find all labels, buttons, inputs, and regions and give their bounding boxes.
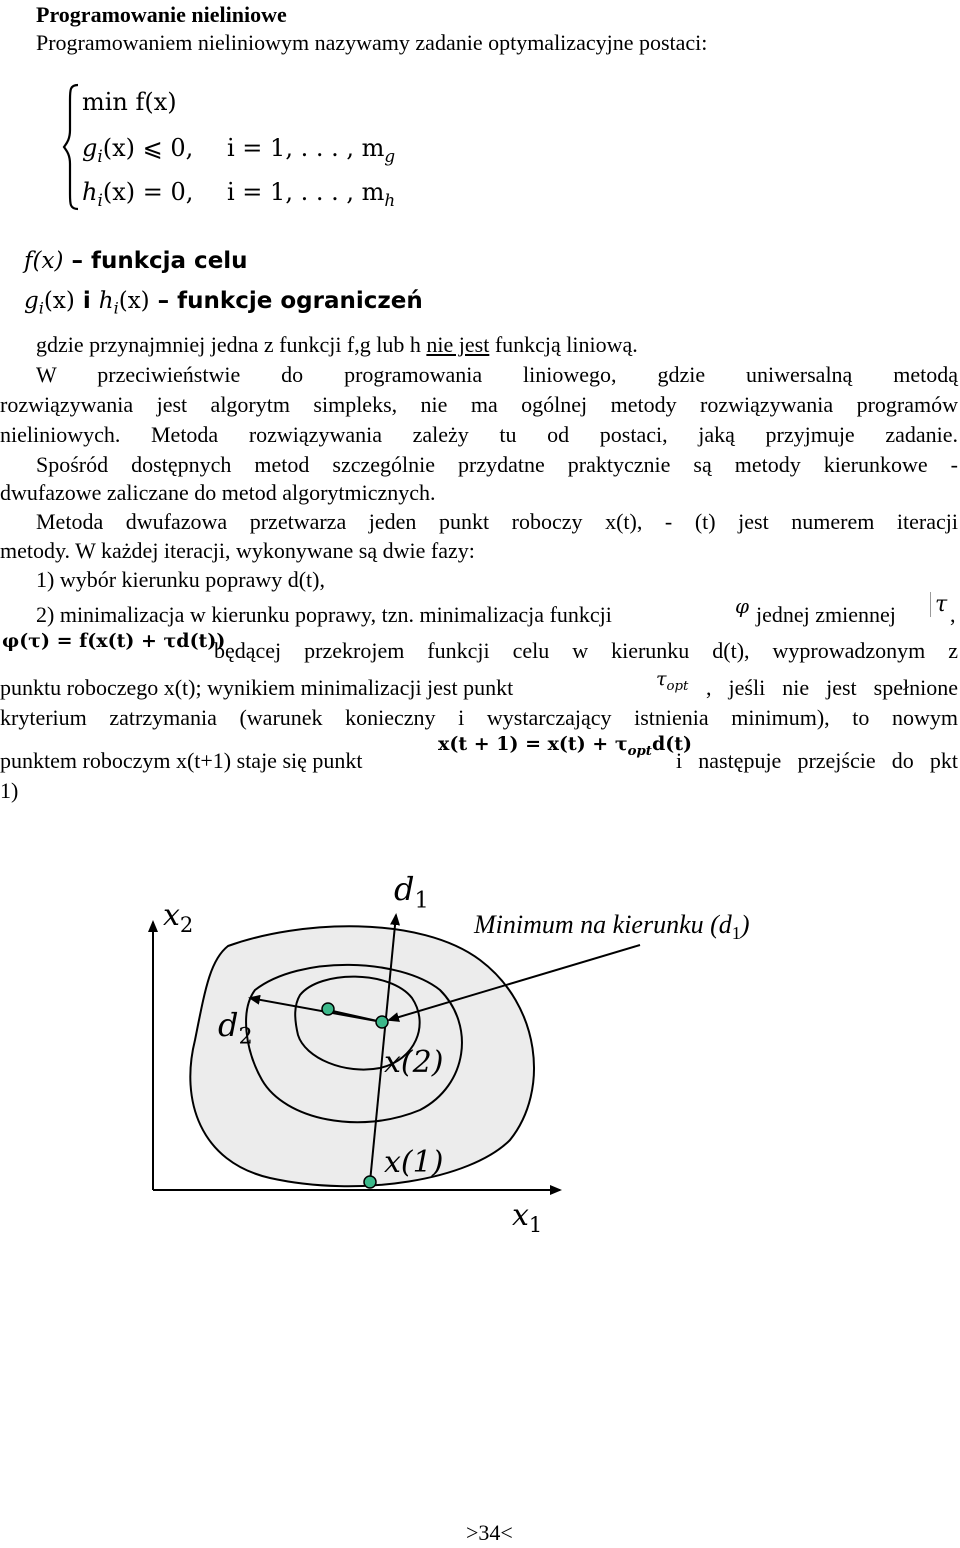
- point-x1: [364, 1176, 376, 1188]
- paragraph-line-14b: i następuje przejście do pkt: [676, 748, 958, 773]
- paragraph-line-14: punktem roboczym x(t+1) staje się punkt: [0, 748, 363, 773]
- equality-range: i = 1, . . . , $m_h$: [227, 178, 396, 210]
- intro-text: Programowaniem nieliniowym nazywamy zadanie optymalizacyjne postaci:: [36, 30, 708, 55]
- d2-label: $d_2$: [218, 1006, 253, 1050]
- paragraph-line-7: Metoda dwufazowa przetwarza jeden punkt roboczy x(t), - (t) jest numerem iteracji: [36, 509, 958, 534]
- paragraph-line-11: będącej przekrojem funkcji celu w kierunku d(t), wyprowadzonym z: [214, 638, 958, 663]
- paragraph-line-15: 1): [0, 778, 19, 803]
- x1-point-label: x(1): [384, 1145, 444, 1180]
- paragraph-line-1: gdzie przynajmniej jedna z funkcji f,g lub h nie jest funkcją liniową.: [36, 332, 638, 357]
- page-heading: Programowanie nieliniowe: [36, 2, 287, 27]
- optimization-system: [62, 82, 402, 212]
- equality-row: $h_i(x) = 0$,: [82, 178, 194, 210]
- tau-opt-symbol: $\tau_{opt}$: [656, 668, 689, 694]
- x1-axis-label: $x_1$: [512, 1198, 543, 1237]
- page-number: >34<: [466, 1520, 513, 1545]
- paragraph-line-8: metody. W każdej iteracji, wykonywane są dwie fazy:: [0, 538, 475, 563]
- phi-symbol: φ: [735, 594, 750, 618]
- paragraph-line-13: kryterium zatrzymania (warunek konieczny i wystarczający istnienia minimum), to nowym: [0, 705, 958, 730]
- paragraph-line-9: 1) wybór kierunku poprawy d(t),: [36, 567, 325, 592]
- update-formula: $x(t + 1) = x(t) + \tau_{opt}d(t)$: [438, 733, 692, 759]
- paragraph-line-4: nieliniowych. Metoda rozwiązywania zależy tu od postaci, jaką przyjmuje zadanie.: [0, 422, 958, 447]
- d1-label: $d_1$: [394, 870, 429, 914]
- inequality-range: i = 1, . . . , $m_g$: [227, 134, 396, 166]
- x2-axis-label: $x_2$: [163, 898, 194, 937]
- system-brace: [62, 82, 82, 212]
- paragraph-line-2: W przeciwieństwie do programowania liniowego, gdzie uniwersalną metodą: [36, 362, 958, 387]
- minimum-annotation: Minimum na kierunku $(d_1)$: [474, 910, 750, 944]
- paragraph-line-3: rozwiązywania jest algorytm simpleks, nie ma ogólnej metody rozwiązywania programów: [0, 392, 958, 417]
- objective-row: min f(x): [82, 88, 177, 116]
- minimum-point: [322, 1003, 334, 1015]
- paragraph-line-10c: ,: [950, 602, 956, 627]
- paragraph-line-10: 2) minimalizacja w kierunku poprawy, tzn. minimalizacja funkcji: [36, 602, 612, 627]
- paragraph-line-12b: , jeśli nie jest spełnione: [706, 675, 958, 700]
- tau-symbol: τ: [930, 592, 951, 617]
- paragraph-line-10b: jednej zmiennej: [756, 602, 896, 627]
- paragraph-line-6: dwufazowe zaliczane do metod algorytmicznych.: [0, 480, 436, 505]
- inequality-row: $g_i(x)$ ⩽ 0,: [82, 134, 194, 166]
- x2-point-label: x(2): [384, 1045, 444, 1080]
- objective-legend: f(x) – funkcja celu: [24, 248, 248, 274]
- paragraph-line-12: punktu roboczego x(t); wynikiem minimalizacji jest punkt: [0, 675, 514, 700]
- constraints-legend: $g_i(x)$ i $h_i(x)$ – funkcje ograniczeń: [24, 288, 423, 318]
- phi-formula: φ(τ) = f(x(t) + τd(t)): [2, 630, 226, 652]
- paragraph-line-5: Spośród dostępnych metod szczególnie przydatne praktycznie są metody kierunkowe -: [36, 452, 958, 477]
- point-x2: [376, 1016, 388, 1028]
